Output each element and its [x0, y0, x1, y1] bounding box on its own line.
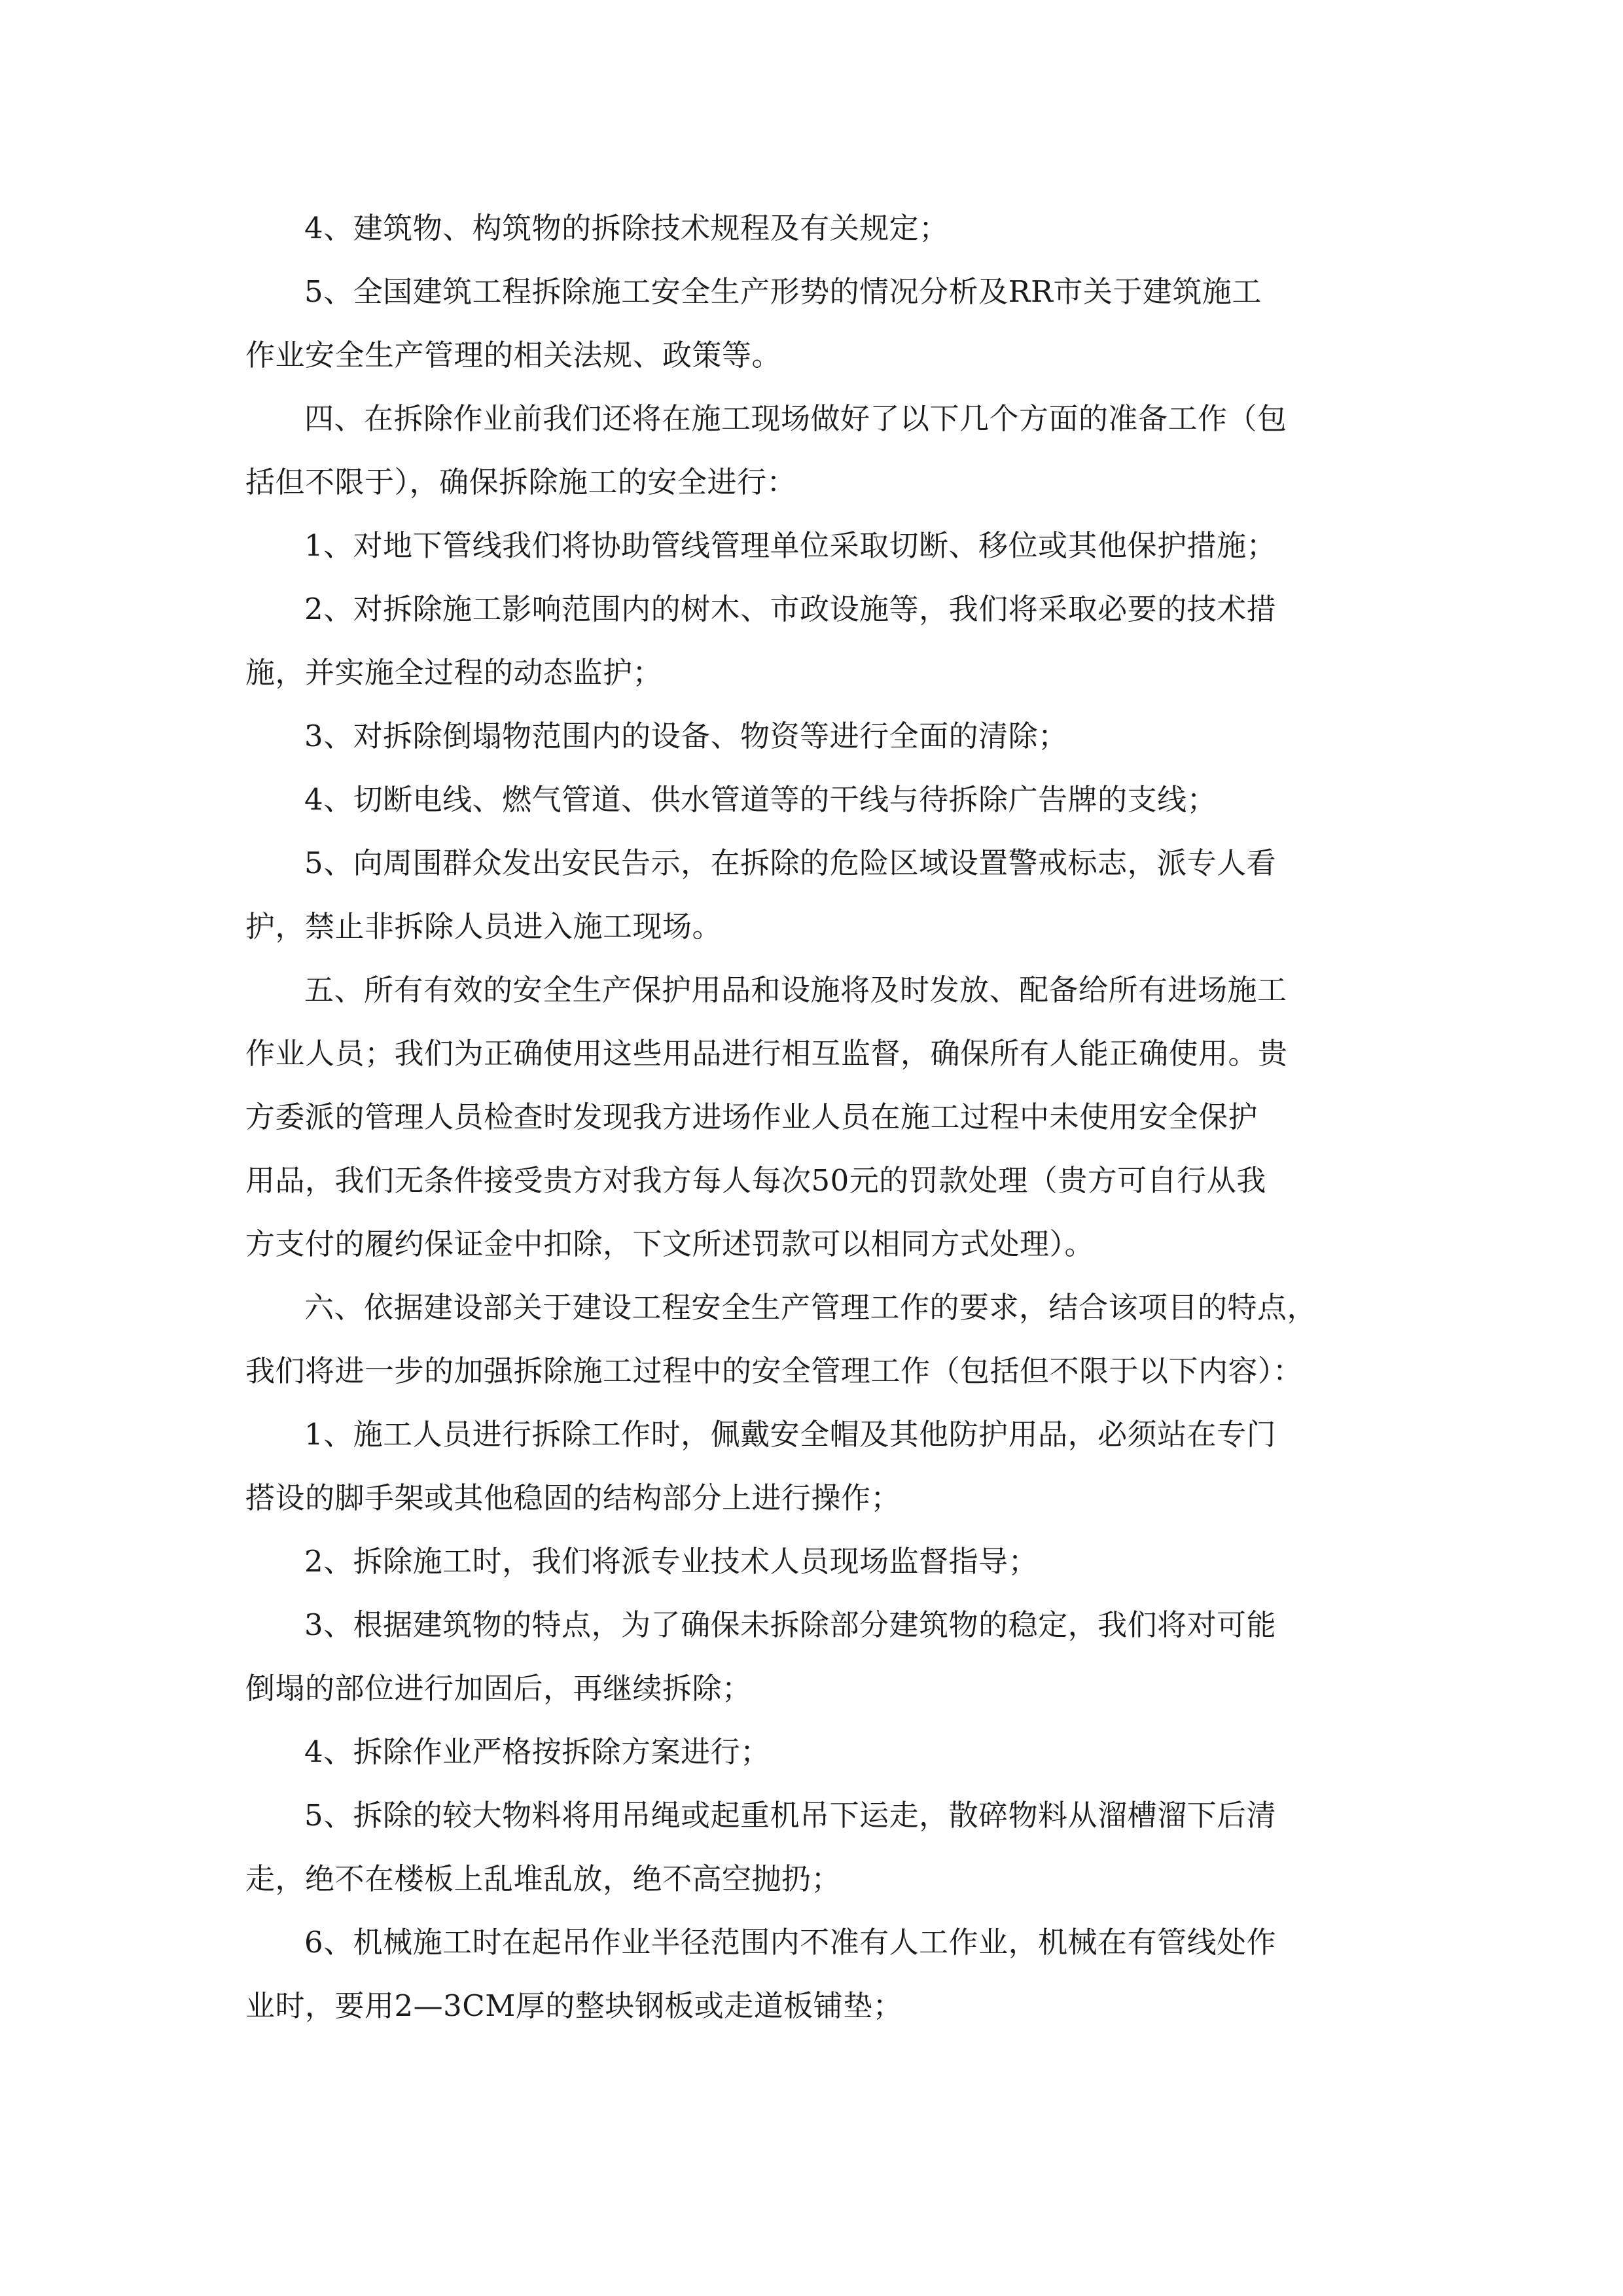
- text-line: 我们将进一步的加强拆除施工过程中的安全管理工作（包括但不限于以下内容）：: [245, 1354, 1303, 1388]
- text-line: 1、对地下管线我们将协助管线管理单位采取切断、移位或其他保护措施；: [304, 528, 1277, 563]
- text-line: 方支付的履约保证金中扣除，下文所述罚款可以相同方式处理）。: [245, 1227, 1095, 1261]
- paragraph: [245, 1593, 1381, 1720]
- paragraph: [245, 196, 1381, 260]
- paragraph: [245, 958, 1381, 1276]
- paragraph: [245, 704, 1381, 768]
- paragraph: [245, 1530, 1381, 1593]
- paragraph: [245, 768, 1381, 831]
- text-line: 倒塌的部位进行加固后，再继续拆除；: [245, 1671, 752, 1706]
- text-line: 5、全国建筑工程拆除施工安全生产形势的情况分析及RR市关于建筑施工: [304, 274, 1262, 309]
- text-line: 六、依据建设部关于建设工程安全生产管理工作的要求，结合该项目的特点，: [304, 1290, 1317, 1325]
- paragraph: [245, 514, 1381, 577]
- paragraph: [245, 1720, 1381, 1784]
- text-line: 4、切断电线、燃气管道、供水管道等的干线与待拆除广告牌的支线；: [304, 782, 1217, 817]
- text-line: 五、所有有效的安全生产保护用品和设施将及时发放、配备给所有进场施工: [304, 973, 1287, 1007]
- paragraph: [245, 387, 1381, 514]
- text-line: 用品，我们无条件接受贵方对我方每人每次50元的罚款处理（贵方可自行从我: [245, 1163, 1266, 1198]
- text-line: 走，绝不在楼板上乱堆乱放，绝不高空抛扔；: [245, 1861, 842, 1896]
- paragraph: [245, 831, 1381, 958]
- text-line: 括但不限于），确保拆除施工的安全进行：: [245, 465, 797, 499]
- text-line: 3、根据建筑物的特点，为了确保未拆除部分建筑物的稳定，我们将对可能: [304, 1607, 1277, 1642]
- text-line: 3、对拆除倒塌物范围内的设备、物资等进行全面的清除；: [304, 719, 1068, 753]
- text-line: 5、向周围群众发出安民告示，在拆除的危险区域设置警戒标志，派专人看: [304, 846, 1277, 880]
- paragraph: [245, 1403, 1381, 1530]
- text-line: 施，并实施全过程的动态监护；: [245, 655, 663, 690]
- text-line: 2、对拆除施工影响范围内的树木、市政设施等，我们将采取必要的技术措: [304, 592, 1277, 626]
- text-line: 业时，要用2—3CM厚的整块钢板或走道板铺垫；: [245, 1988, 903, 2023]
- text-line: 1、施工人员进行拆除工作时，佩戴安全帽及其他防护用品，必须站在专门: [304, 1417, 1277, 1452]
- document-body: [245, 196, 1381, 2037]
- paragraph: [245, 577, 1381, 704]
- text-line: 6、机械施工时在起吊作业半径范围内不准有人工作业，机械在有管线处作: [304, 1925, 1277, 1960]
- text-line: 4、拆除作业严格按拆除方案进行；: [304, 1734, 770, 1769]
- text-line: 作业人员；我们为正确使用这些用品进行相互监督，确保所有人能正确使用。贵: [245, 1036, 1288, 1071]
- paragraph: [245, 260, 1381, 387]
- paragraph: [245, 1910, 1381, 2037]
- text-line: 4、建筑物、构筑物的拆除技术规程及有关规定；: [304, 211, 949, 245]
- text-line: 护，禁止非拆除人员进入施工现场。: [245, 909, 722, 944]
- paragraph: [245, 1784, 1381, 1910]
- text-line: 四、在拆除作业前我们还将在施工现场做好了以下几个方面的准备工作（包: [304, 401, 1287, 436]
- text-line: 2、拆除施工时，我们将派专业技术人员现场监督指导；: [304, 1544, 1039, 1579]
- text-line: 方委派的管理人员检查时发现我方进场作业人员在施工过程中未使用安全保护: [245, 1100, 1258, 1134]
- paragraph: [245, 1276, 1381, 1403]
- text-line: 5、拆除的较大物料将用吊绳或起重机吊下运走，散碎物料从溜槽溜下后清: [304, 1798, 1277, 1833]
- text-line: 搭设的脚手架或其他稳固的结构部分上进行操作；: [245, 1480, 901, 1515]
- text-line: 作业安全生产管理的相关法规、政策等。: [245, 338, 782, 372]
